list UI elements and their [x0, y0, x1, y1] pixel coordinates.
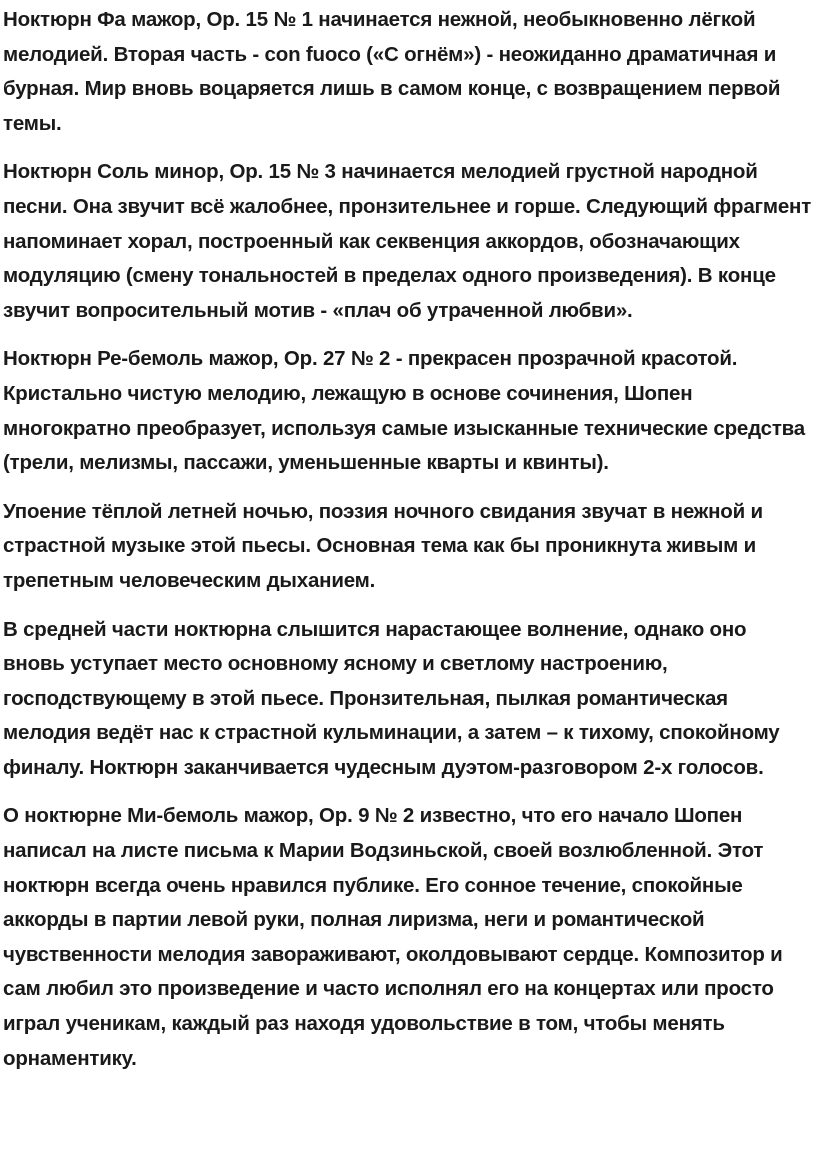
paragraph-middle-section: В средней части ноктюрна слышится нарастающее волнение, однако оно вновь уступает место основному ясному и светлому настроению, господствующему в этой пьесе. Пронзительная, пылкая романтическая мелодия ведёт нас к страстной кульминации, а затем – к тихому, спокойному финалу. Ноктюрн заканчивается чудесным дуэтом-разговором 2-х голосов. [3, 617, 780, 779]
paragraph-summer-night: Упоение тёплой летней ночью, поэзия ночного свидания звучат в нежной и страстной музыке этой пьесы. Основная тема как бы проникнута живым и трепетным человеческим дыханием. [3, 499, 763, 592]
paragraph-nocturne-e-flat-major: О ноктюрне Ми-бемоль мажор, Op. 9 № 2 известно, что его начало Шопен написал на листе письма к Марии Водзиньской, своей возлюбленной. Этот ноктюрн всегда очень нравился публике. Его сонное течение, спокойные аккорды в партии левой руки, полная лиризма, неги и романтической чувственности мелодия завораживают, околдовывают сердце. Композитор и сам любил это произведение и часто исполнял его на концертах или просто играл ученикам, каждый раз находя удовольствие в том, чтобы менять орнаментику. [3, 804, 783, 1070]
paragraph-nocturne-d-flat-major: Ноктюрн Ре-бемоль мажор, Op. 27 № 2 - прекрасен прозрачной красотой. Кристально чистую мелодию, лежащую в основе сочинения, Шопен многократно преобразует, используя самые изысканные технические средства (трели, мелизмы, пассажи, уменьшенные кварты и квинты). [3, 347, 806, 475]
paragraph-nocturne-g-minor: Ноктюрн Соль минор, Op. 15 № 3 начинается мелодией грустной народной песни. Она звучит всё жалобнее, пронзительнее и горше. Следующий фрагмент напоминает хорал, построенный как секвенция аккордов, обозначающих модуляцию (смену тональностей в пределах одного произведения). В конце звучит вопросительный мотив - «плач об утраченной любви». [3, 160, 812, 322]
paragraph-nocturne-f-major: Ноктюрн Фа мажор, Op. 15 № 1 начинается нежной, необыкновенно лёгкой мелодией. Вторая часть - con fuoco («С огнём») - неожиданно драматичная и бурная. Мир вновь воцаряется лишь в самом конце, с возвращением первой темы. [3, 8, 781, 135]
